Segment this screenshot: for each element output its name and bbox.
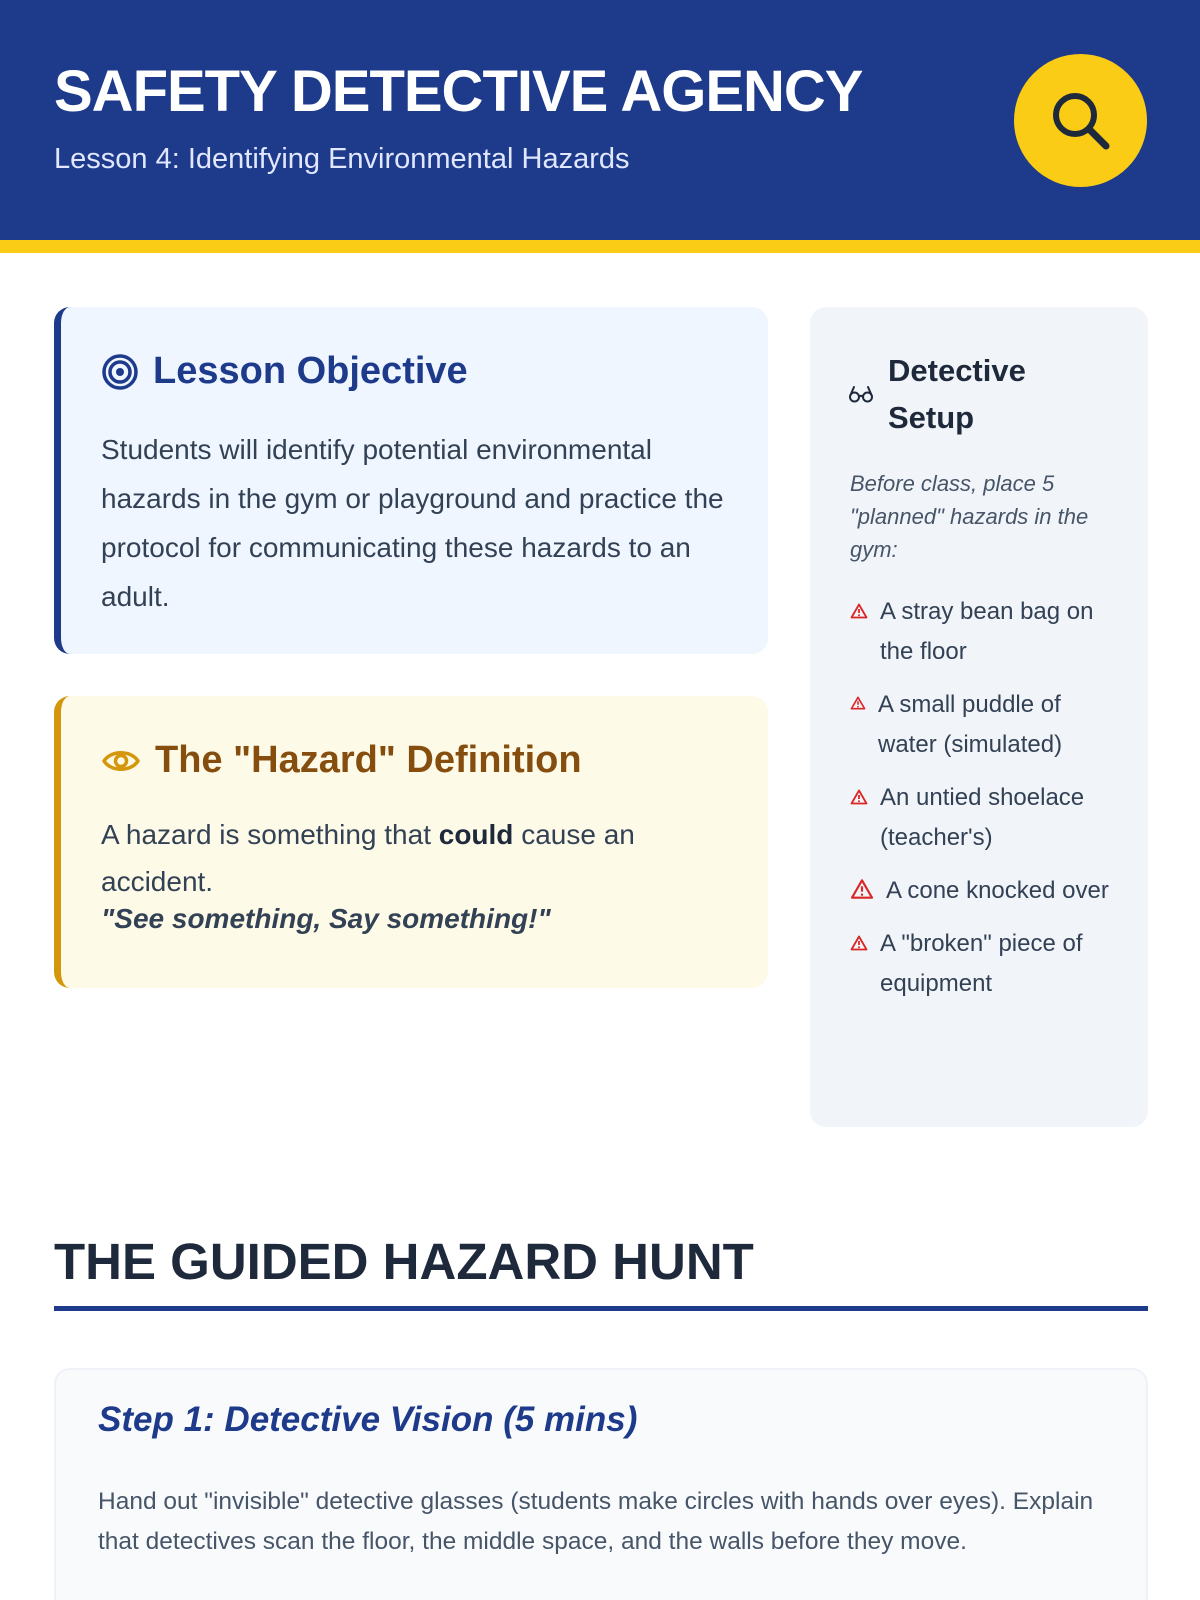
list-item — [850, 778, 1120, 858]
warning-triangle-icon — [850, 603, 868, 619]
page-title: SAFETY DETECTIVE AGENCY — [54, 59, 863, 124]
warning-triangle-icon — [850, 696, 866, 710]
hazard-definition-card — [54, 696, 768, 988]
hazard-definition-title: The "Hazard" Definition — [155, 739, 582, 781]
setup-title: Detective Setup — [888, 353, 1026, 435]
target-icon — [101, 353, 139, 391]
step-text: Hand out "invisible" detective glasses (students make circles with hands over eyes). Explain that detectives scan the floor, the middle space, and the walls before they move. — [98, 1488, 1094, 1555]
hazard-slogan: "See something, Say something!" — [101, 903, 551, 934]
step-card — [54, 1368, 1148, 1600]
step-title: Step 1: Detective Vision (5 mins) — [98, 1400, 638, 1439]
setup-heading — [848, 347, 1068, 441]
lesson-subtitle: Lesson 4: Identifying Environmental Hazards — [54, 143, 630, 175]
magnifying-glass-icon — [1046, 86, 1116, 156]
hazard-text-emphasis: could — [438, 819, 514, 850]
objective-card — [54, 307, 768, 654]
list-item — [850, 871, 1120, 911]
header-banner — [0, 0, 1200, 240]
eye-icon — [101, 746, 141, 776]
hazard-definition-text — [101, 811, 741, 905]
section-divider — [54, 1306, 1148, 1311]
setup-item-text: An untied shoelace (teacher's) — [880, 784, 1085, 851]
glasses-icon — [848, 384, 874, 404]
objective-text: Students will identify potential environmental hazards in the gym or playground and practice the protocol for communicating these hazards to an adult. — [101, 434, 724, 612]
warning-triangle-icon — [850, 878, 874, 900]
setup-hazard-list — [850, 592, 1120, 1017]
setup-item-text: A "broken" piece of equipment — [880, 930, 1083, 997]
objective-title: Lesson Objective — [153, 350, 468, 392]
detective-setup-sidebar — [810, 307, 1148, 1127]
warning-triangle-icon — [850, 789, 868, 805]
list-item — [850, 924, 1120, 1004]
hazard-text-start: A hazard is something that — [101, 819, 439, 850]
hazard-text-end: cause an accident. — [101, 819, 635, 897]
magnifying-glass-badge — [1014, 54, 1147, 187]
setup-item-text: A stray bean bag on the floor — [880, 598, 1094, 665]
header-accent-stripe — [0, 240, 1200, 253]
section-title: THE GUIDED HAZARD HUNT — [54, 1233, 754, 1290]
setup-intro: Before class, place 5 "planned" hazards in the gym: — [850, 471, 1089, 562]
list-item — [850, 685, 1120, 765]
setup-item-text: A small puddle of water (simulated) — [878, 691, 1063, 758]
setup-item-text: A cone knocked over — [886, 877, 1109, 904]
objective-heading — [101, 350, 468, 393]
list-item — [850, 592, 1120, 672]
warning-triangle-icon — [850, 935, 868, 951]
hazard-definition-heading — [101, 739, 582, 782]
